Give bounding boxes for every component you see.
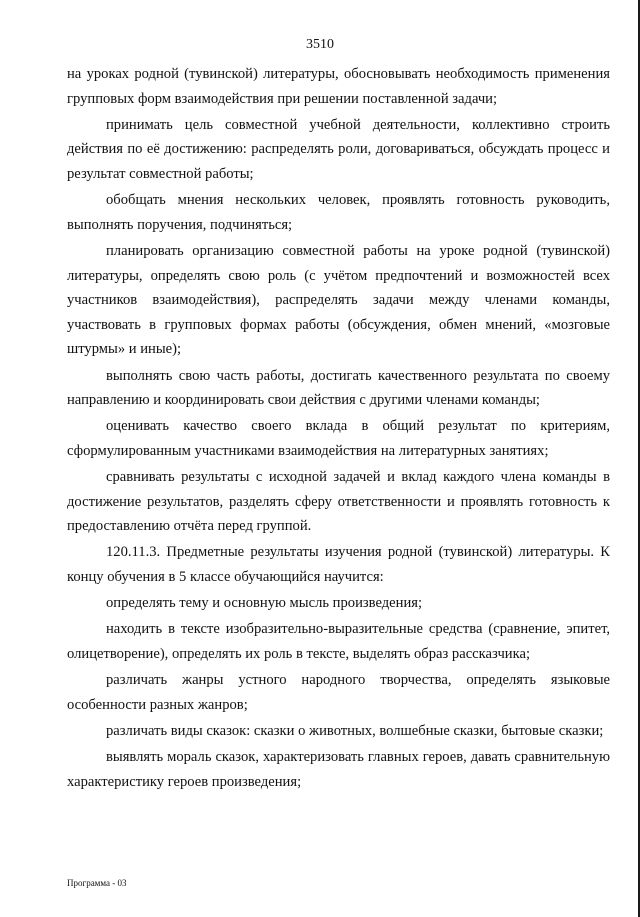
paragraph: сравнивать результаты с исходной задачей и вклад каждого члена команды в достижение результатов, разделять сферу ответственности и проявлять готовность к предоставлению отчёта перед группой.: [67, 469, 610, 535]
paragraph: различать жанры устного народного творчества, определять языковые особенности разных жанров;: [67, 672, 610, 713]
paragraph: принимать цель совместной учебной деятельности, коллективно строить действия по её достижению: распределять роли, договариваться, обсуждать процесс и результат совместной работы;: [67, 116, 610, 182]
paragraph: обобщать мнения нескольких человек, проявлять готовность руководить, выполнять поручения, подчиняться;: [67, 192, 610, 233]
document-body: [67, 62, 610, 794]
paragraph: на уроках родной (тувинской) литературы, обосновывать необходимость применения групповых форм взаимодействия при решении поставленной задачи;: [67, 66, 610, 107]
paragraph: определять тему и основную мысль произведения;: [106, 595, 423, 612]
section-heading-paragraph: 120.11.3. Предметные результаты изучения родной (тувинской) литературы. К концу обучения в 5 классе обучающийся научится:: [67, 544, 610, 586]
footer-label: Программа - 03: [67, 878, 127, 888]
paragraph: планировать организацию совместной работы на уроке родной (тувинской) литературы, определять свою роль (с учётом предпочтений и возможностей всех участников взаимодействия), распределять задачи между членами команды, участвовать в групповых формах работы (обсуждения, обмен мнений, «мозговые штурмы» и иные);: [67, 242, 610, 358]
paragraph: выявлять мораль сказок, характеризовать главных героев, давать сравнительную характеристику героев произведения;: [67, 749, 610, 790]
paragraph: различать виды сказок: сказки о животных, волшебные сказки, бытовые сказки;: [106, 722, 604, 739]
page-number: 3510: [306, 37, 334, 52]
paragraph: находить в тексте изобразительно-выразительные средства (сравнение, эпитет, олицетворение), определять их роль в тексте, выделять образ рассказчика;: [67, 621, 610, 662]
paragraph: выполнять свою часть работы, достигать качественного результата по своему направлению и координировать свои действия с другими членами команды;: [67, 367, 610, 409]
paragraph: оценивать качество своего вклада в общий результат по критериям, сформулированным участниками взаимодействия на литературных занятиях;: [67, 418, 610, 459]
